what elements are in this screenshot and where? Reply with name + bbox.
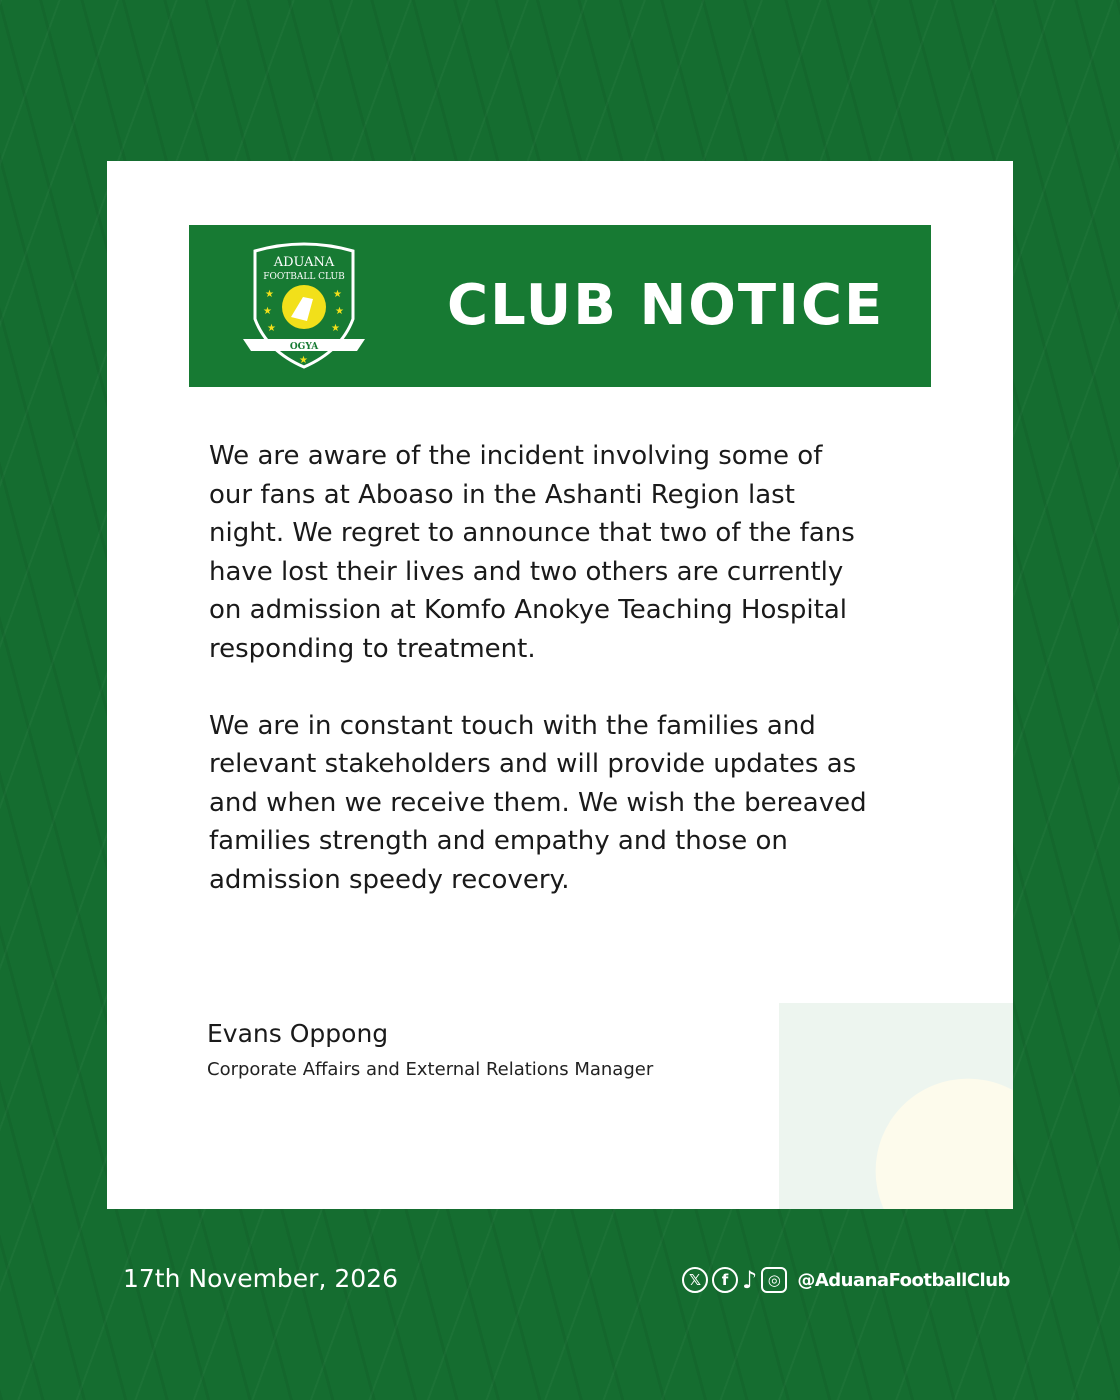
instagram-icon[interactable]: ◎ bbox=[761, 1267, 787, 1293]
svg-text:OGYA: OGYA bbox=[289, 342, 319, 352]
paragraph: We are in constant touch with the families and relevant stakeholders and will provide updates as and when we receive them. We wish the bereaved families strength and empathy and those on admission speedy recovery. bbox=[209, 710, 867, 895]
tiktok-icon[interactable]: ♪ bbox=[742, 1266, 758, 1294]
svg-text:FOOTBALL CLUB: FOOTBALL CLUB bbox=[263, 272, 345, 282]
notice-date: 17th November, 2026 bbox=[123, 1264, 398, 1293]
header-banner bbox=[189, 225, 931, 387]
paragraph: We are aware of the incident involving some of our fans at Aboaso in the Ashanti Region last night. We regret to announce that two of the fans have lost their lives and two others are currently on admission at Komfo Anokye Teaching Hospital responding to treatment. bbox=[209, 441, 855, 664]
club-crest-logo bbox=[241, 239, 367, 371]
svg-text:★: ★ bbox=[333, 289, 342, 300]
page-title: CLUB NOTICE bbox=[447, 273, 885, 338]
social-links bbox=[682, 1266, 1010, 1294]
facebook-icon[interactable]: f bbox=[712, 1267, 738, 1293]
social-handle[interactable]: @AduanaFootballClub bbox=[797, 1269, 1010, 1291]
svg-text:★: ★ bbox=[331, 323, 340, 334]
svg-text:★: ★ bbox=[335, 306, 344, 317]
signatory-role: Corporate Affairs and External Relations Manager bbox=[207, 1059, 654, 1080]
notice-body bbox=[209, 437, 949, 938]
signatory-name: Evans Oppong bbox=[207, 1019, 389, 1048]
x-icon[interactable]: 𝕏 bbox=[682, 1267, 708, 1293]
svg-text:★: ★ bbox=[263, 306, 272, 317]
svg-text:★: ★ bbox=[267, 323, 276, 334]
svg-text:ADUANA: ADUANA bbox=[273, 255, 335, 270]
notice-card bbox=[107, 161, 1013, 1209]
crest-watermark bbox=[737, 961, 1013, 1209]
svg-text:★: ★ bbox=[265, 289, 274, 300]
svg-text:★: ★ bbox=[299, 355, 308, 366]
